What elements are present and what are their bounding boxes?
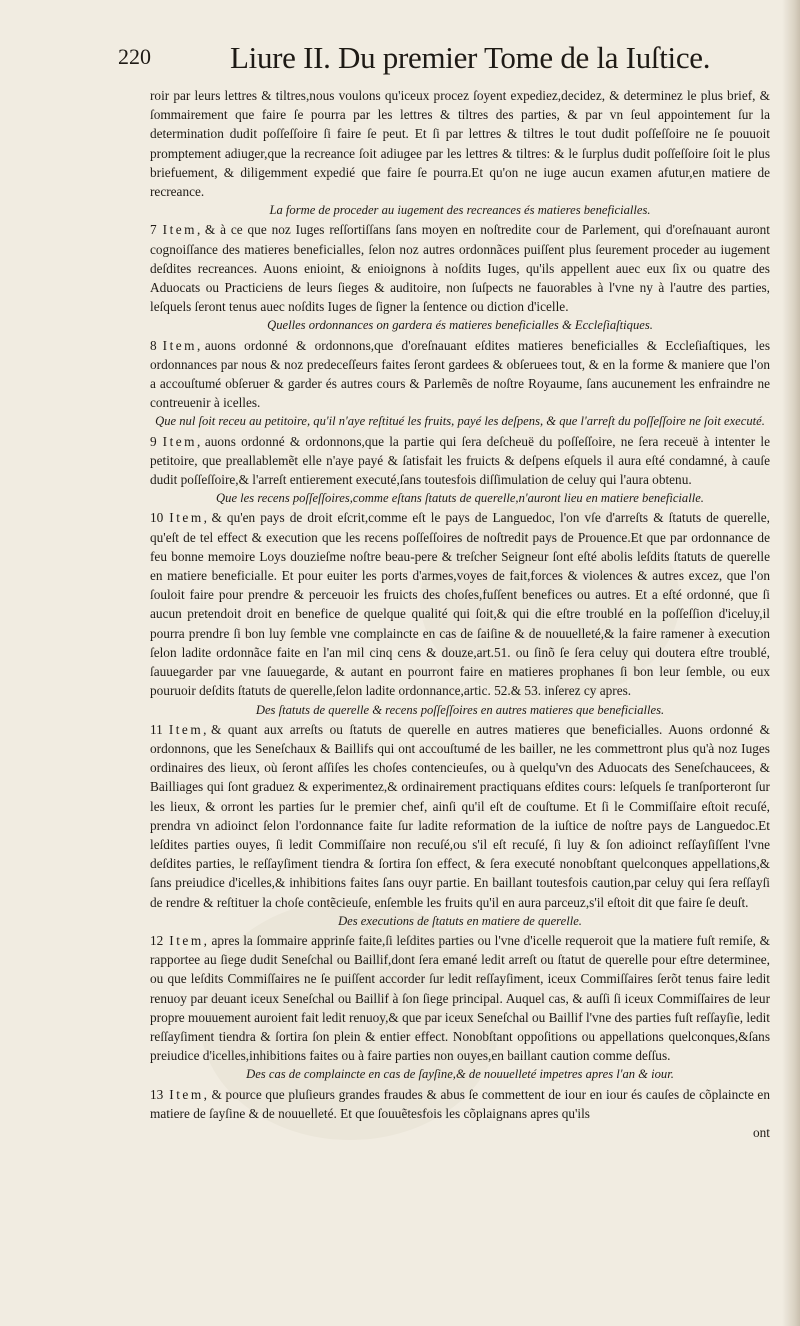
article-paragraph — [150, 1085, 770, 1123]
article-lead-word: Item, — [162, 433, 203, 449]
section-heading: La forme de proceder au iugement des recreances és matieres beneficialles. — [269, 203, 651, 218]
article-number: 11 — [150, 721, 163, 737]
paragraph: roir par leurs lettres & tiltres,nous voulons qu'iceux procez ſoyent expediez,decidez, & determinez le plus brief, & ſommairement que faire ſe pourra par les lettres & tiltres des parties, & par vn ſeul appointement ſur la determination dudit poſſeſſoire ſi faire ſe peut. Et ſi par lettres & tiltres le tout dudit poſſeſſoire ne ſe pouuoit promptement adiuger,que la recreance ſoit adiugee par les lettres & tiltres: & le ſurplus dudit poſſeſſoire ſoit le plus briefuement, & diligemment expedié que faire ſe pourra.Et qu'on ne iuge aucun examen afutur,en matiere de recreance. — [150, 88, 770, 200]
article-paragraph — [150, 432, 770, 490]
section-heading: Que les recens poſſeſſoires,comme eſtans ſtatuts de querelle,n'auront lieu en matiere beneficialle. — [216, 491, 704, 506]
section-heading: Quelles ordonnances on gardera és matieres beneficialles & Eccleſiaſtiques. — [267, 318, 653, 333]
text-body — [150, 86, 770, 1142]
running-title: Liure II. Du premier Tome de la Iuſtice. — [230, 40, 711, 75]
page-gutter-shadow — [782, 0, 800, 1326]
catchword: ont — [753, 1124, 770, 1140]
article-number: 7 — [150, 222, 157, 238]
article-lead-word: Item, — [169, 932, 210, 948]
section-heading: Que nul ſoit receu au petitoire, qu'il n'aye reſtitué les fruits, payé les deſpens, & que l'arreſt du poſſeſſoire ne ſoit executé. — [155, 414, 765, 429]
article-text: & pource que pluſieurs grandes fraudes & abus ſe commettent de iour en iour és cauſes de cõplaincte en matiere de ſayſine & de nouuelleté. Et que ſouuẽtesfois les cõplaignans apres qu'ils — [150, 1086, 770, 1121]
article-lead-word: Item, — [169, 510, 210, 526]
article-paragraph — [150, 720, 770, 912]
article-number: 10 — [150, 510, 164, 526]
page-number: 220 — [118, 44, 151, 69]
article-paragraph — [150, 220, 770, 316]
article-lead-word: Item, — [162, 337, 203, 353]
article-paragraph — [150, 931, 770, 1065]
article-lead-word: Item, — [168, 721, 210, 737]
article-lead-word: Item, — [169, 1086, 210, 1102]
article-number: 9 — [150, 433, 157, 449]
article-text: apres la ſommaire apprinſe faite,ſi leſdites parties ou l'vne d'icelle requeroit que la matiere fuſt remiſe, & rapportee au ſiege dudit Seneſchal ou Baillif,dont ſera emané ledit arreſt ou ſtatut de querelle pour eſtre determinee, ou que leſdits Commiſſaires ne ſe puiſſent accorder ſur ledit reſſayſiment, iceux Commiſſaires ſerõt tenus faire ledit renuoy par deuant iceux Seneſchal ou Baillif à ſon ſiege principal. Auquel cas, & auſſi ſi iceux Commiſſaires de leur propre mouuement auroient fait ledit renuoy,& que par iceux Seneſchal ou Baillif l'vne des parties fuſt reſſayſie, ledit reſſayſiment tiendra & ſortira ſon plein & entier effect. Nonobſtant oppoſitions ou appellations quelconques,&ſans preiudice d'icelles,inhibitions faites ou à faire parties non ouyes,en baillant caution comme deſſus. — [150, 932, 771, 1064]
article-number: 12 — [150, 932, 164, 948]
page-header — [118, 40, 738, 80]
section-heading: Des executions de ſtatuts en matiere de querelle. — [338, 913, 582, 928]
section-heading: Des cas de complaincte en cas de ſayſine,& de nouuelleté impetres apres l'an & iour. — [246, 1067, 674, 1082]
article-paragraph — [150, 508, 770, 700]
article-text: auons ordonné & ordonnons,que d'oreſnauant eſdites matieres beneficialles & Eccleſiaſtiques, les ordonnances par nous & noz predeceſſeurs faites ſeront gardees & obſeruees tout, & en la forme & maniere que l'on a accouſtumé obſeruer & garder és autres cours & Parlemẽs de noſtre Royaume, ſans aucunement les enfraindre ne contreuenir à icelles. — [150, 337, 770, 411]
article-text: & qu'en pays de droit eſcrit,comme eſt le pays de Languedoc, l'on vſe d'arreſts & ſtatuts de querelle, qu'eſt de tel effect & execution que les recens poſſeſſoires de noſtredit pays de Prouence.Et que par ordonnance de feu bonne memoire Loys douzieſme noſtre beau-pere & treſcher Seigneur ſont eſté abolis leſdits ſtatuts de querelle en matiere beneficialle. Et pour euiter les ports d'armes,voyes de fait,forces & violences & autres excez, que l'on ſouloit faire pour prendre & perceuoir les fruicts des choſes,fuſſent benefices ou autres. Et a eſté ordonné, que ſi aucun pretendoit droit en benefice de quelque qualité qui ſoit,& qui die eſtre troublé en la poſſeſſion d'iceluy,il pourra prendre ſi bon luy ſemble vne complaincte en cas de ſaiſine & de nouuelleté,& la faire ramener à execution ſelon ladite ordonnãce faite en l'an mil cinq cens & douze,art.51. ou ſinõ ſe ſera celuy qui doutera eſtre troublé, ſauuegarder par vne ſauuegarde, & autant en pourront faire en matieres prophanes ſi bon leur ſemble, ou eux pouruoir deſdits ſtatuts de querelle,ſelon ladite ordonnance,artic. 52.& 53. inſerez cy apres. — [150, 510, 770, 699]
article-text: & quant aux arreſts ou ſtatuts de querelle en autres matieres que beneficialles. Auons ordonné & ordonnons, que les Seneſchaux & Baillifs qui ont accouſtumé de les bailler, ne les commettront plus qu'à noz Iuges ordinaires des lieux, où ſeront aſſiſes les choſes contencieuſes, ou à quelqu'vn des Aduocats des Seneſchaucees, & Bailliages qui ſont graduez & experimentez,& ordinairement practiquans eſdites cours: leſquels ſe tranſporteront ſur les lieux, & orront les parties ſur le premier chef, ainſi qu'il eſt de couſtume. Et ſi le Commiſſaire eſtoit recuſé, prendra vn adioinct ſelon l'ordonnance faite ſur ladite reformation de la iuſtice de noſtre pays de Languedoc.Et leſdites parties ouyes, ſi ledit Commiſſaire non recuſé,ou s'il eſt recuſé, ſi luy & ſon adioinct reſſayſiſſent l'vne deſdites parties, le reſſayſiment tiendra & ſortira ſon effect, & ſera executé nonobſtant quelconques appellations,& ſans preiudice d'icelles,& inhibitions faites ſans ouyr partie. En baillant toutesfois caution,par celuy qui ſera reſſayſi de rendre & reſtituer la choſe contẽcieuſe, enſemble les fruits qu'il en aura parceuz,s'il eſtoit dit que faire ſe deuſt. — [150, 721, 770, 910]
article-number: 8 — [150, 337, 157, 353]
article-text: auons ordonné & ordonnons,que la partie qui ſera deſcheuë du poſſeſſoire, ne ſera receuë à intenter le petitoire, que preallablemẽt elle n'aye payé & ſatisfait les fruicts & deſpens eſquels il aura eſté condamné, à cauſe dudit poſſeſſoire,& l'arreſt entierement executé,ſans toutesfois diſſimulation de celuy qui l'aura obtenu. — [150, 433, 770, 488]
section-heading: Des ſtatuts de querelle & recens poſſeſſoires en autres matieres que beneficialles. — [255, 702, 665, 717]
article-number: 13 — [150, 1086, 164, 1102]
article-paragraph — [150, 336, 770, 413]
article-lead-word: Item, — [162, 222, 203, 238]
article-text: & à ce que noz Iuges reſſortiſſans ſans moyen en noſtredite cour de Parlement, qui d'oreſnauant auront cognoiſſance des matieres beneficialles, ſelon noz autres ordonnãces puiſſent plus ſeurement proceder au iugement deſdites recreances. Auons enioint, & enioignons à noſdits Iuges, qu'ils appellent auec eux ſix ou quatre des Aduocats ou Practiciens de leurs ſieges & auditoire, non ſuſpects ne fauorables à l'vne ny à l'autre des parties, leſquels ſeront tenus auec noſdits Iuges de ſigner la ſentence ou diction d'icelle. — [150, 222, 770, 315]
